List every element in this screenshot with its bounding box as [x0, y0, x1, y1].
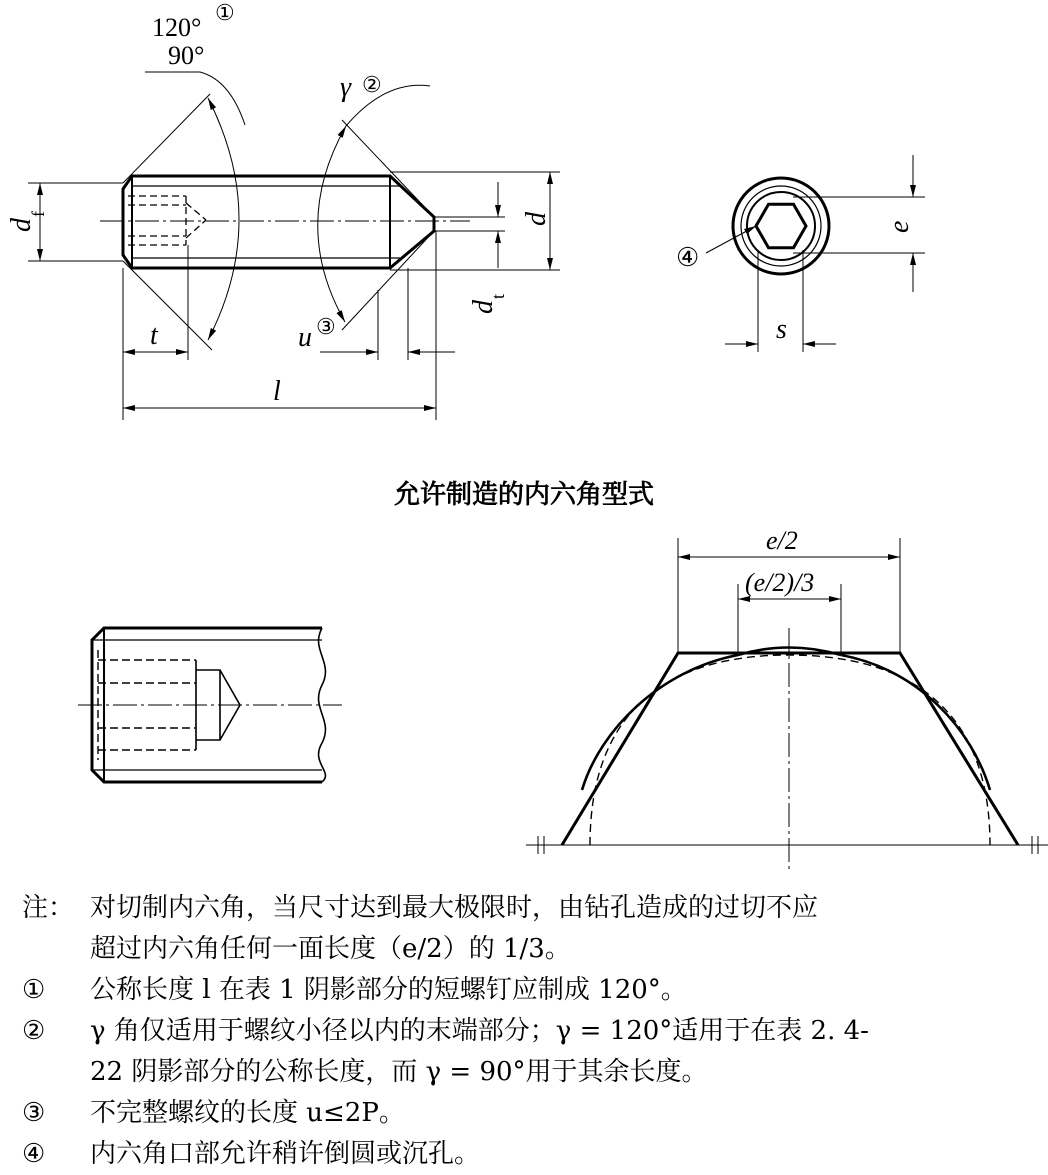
label-df: d — [6, 218, 37, 232]
note-item-3-mark: ③ — [22, 1098, 46, 1128]
note-prefix: 注： — [22, 893, 75, 923]
label-e-half-third: (e/2)/3 — [745, 568, 815, 597]
section-caption: 允许制造的内六角型式 — [393, 480, 654, 510]
label-note-3: ③ — [316, 314, 336, 339]
label-angle-120: 120° — [152, 13, 202, 42]
label-gamma: γ — [340, 72, 352, 103]
note-item-4-text: 内六角口部允许稍许倒圆或沉孔。 — [90, 1139, 481, 1169]
label-dt-sub: t — [488, 293, 508, 299]
label-t: t — [150, 320, 158, 351]
note-main — [22, 888, 1042, 929]
note-item-2 — [22, 1011, 1042, 1052]
hex-flat-profile — [562, 653, 1018, 845]
label-e: e — [884, 220, 915, 233]
note-item-1-text: 公称长度 l 在表 1 阴影部分的短螺钉应制成 120°。 — [90, 975, 687, 1005]
note-item-3-text: 不完整螺纹的长度 u≤2P。 — [90, 1098, 405, 1128]
label-s: s — [776, 314, 787, 345]
note-main-line-2: 超过内六角任何一面长度（e/2）的 1/3。 — [90, 934, 571, 964]
label-l: l — [273, 376, 281, 407]
note-item-2-text-2: 22 阴影部分的公称长度，而 γ = 90°用于其余长度。 — [90, 1057, 708, 1087]
angle-arc-head — [208, 98, 239, 340]
set-screw-end-view — [706, 155, 925, 352]
set-screw-side-view — [28, 72, 560, 420]
label-note-1: ① — [215, 0, 235, 25]
label-dt: d — [468, 300, 499, 314]
note-main-line-1: 对切制内六角，当尺寸达到最大极限时，由钻孔造成的过切不应 — [90, 893, 819, 923]
label-df-sub: f — [28, 211, 48, 217]
note-item-1-mark: ① — [22, 975, 46, 1005]
screw-partial-view — [78, 628, 342, 782]
label-note-4: ④ — [676, 243, 700, 272]
notes-section — [22, 888, 1042, 1175]
note-item-3 — [22, 1093, 1042, 1134]
hex-socket — [756, 204, 806, 247]
note-item-4 — [22, 1134, 1042, 1175]
label-note-2: ② — [362, 72, 382, 97]
screw-body-outline — [123, 176, 434, 268]
angle-arc-point — [318, 126, 346, 322]
note-item-2-text-1: γ 角仅适用于螺纹小径以内的末端部分；γ = 120°适用于在表 2. 4- — [90, 1016, 869, 1046]
note-item-2-mark: ② — [22, 1016, 46, 1046]
label-d: d — [521, 212, 552, 226]
technical-drawing — [0, 0, 1048, 470]
note-item-1 — [22, 970, 1042, 1011]
label-u: u — [298, 322, 312, 353]
drill-circle-arc — [590, 655, 990, 845]
label-e-half: e/2 — [766, 526, 798, 555]
allowed-hex-drawing — [0, 520, 1048, 880]
label-angle-90: 90° — [168, 41, 205, 70]
note-item-4-mark: ④ — [22, 1139, 46, 1169]
